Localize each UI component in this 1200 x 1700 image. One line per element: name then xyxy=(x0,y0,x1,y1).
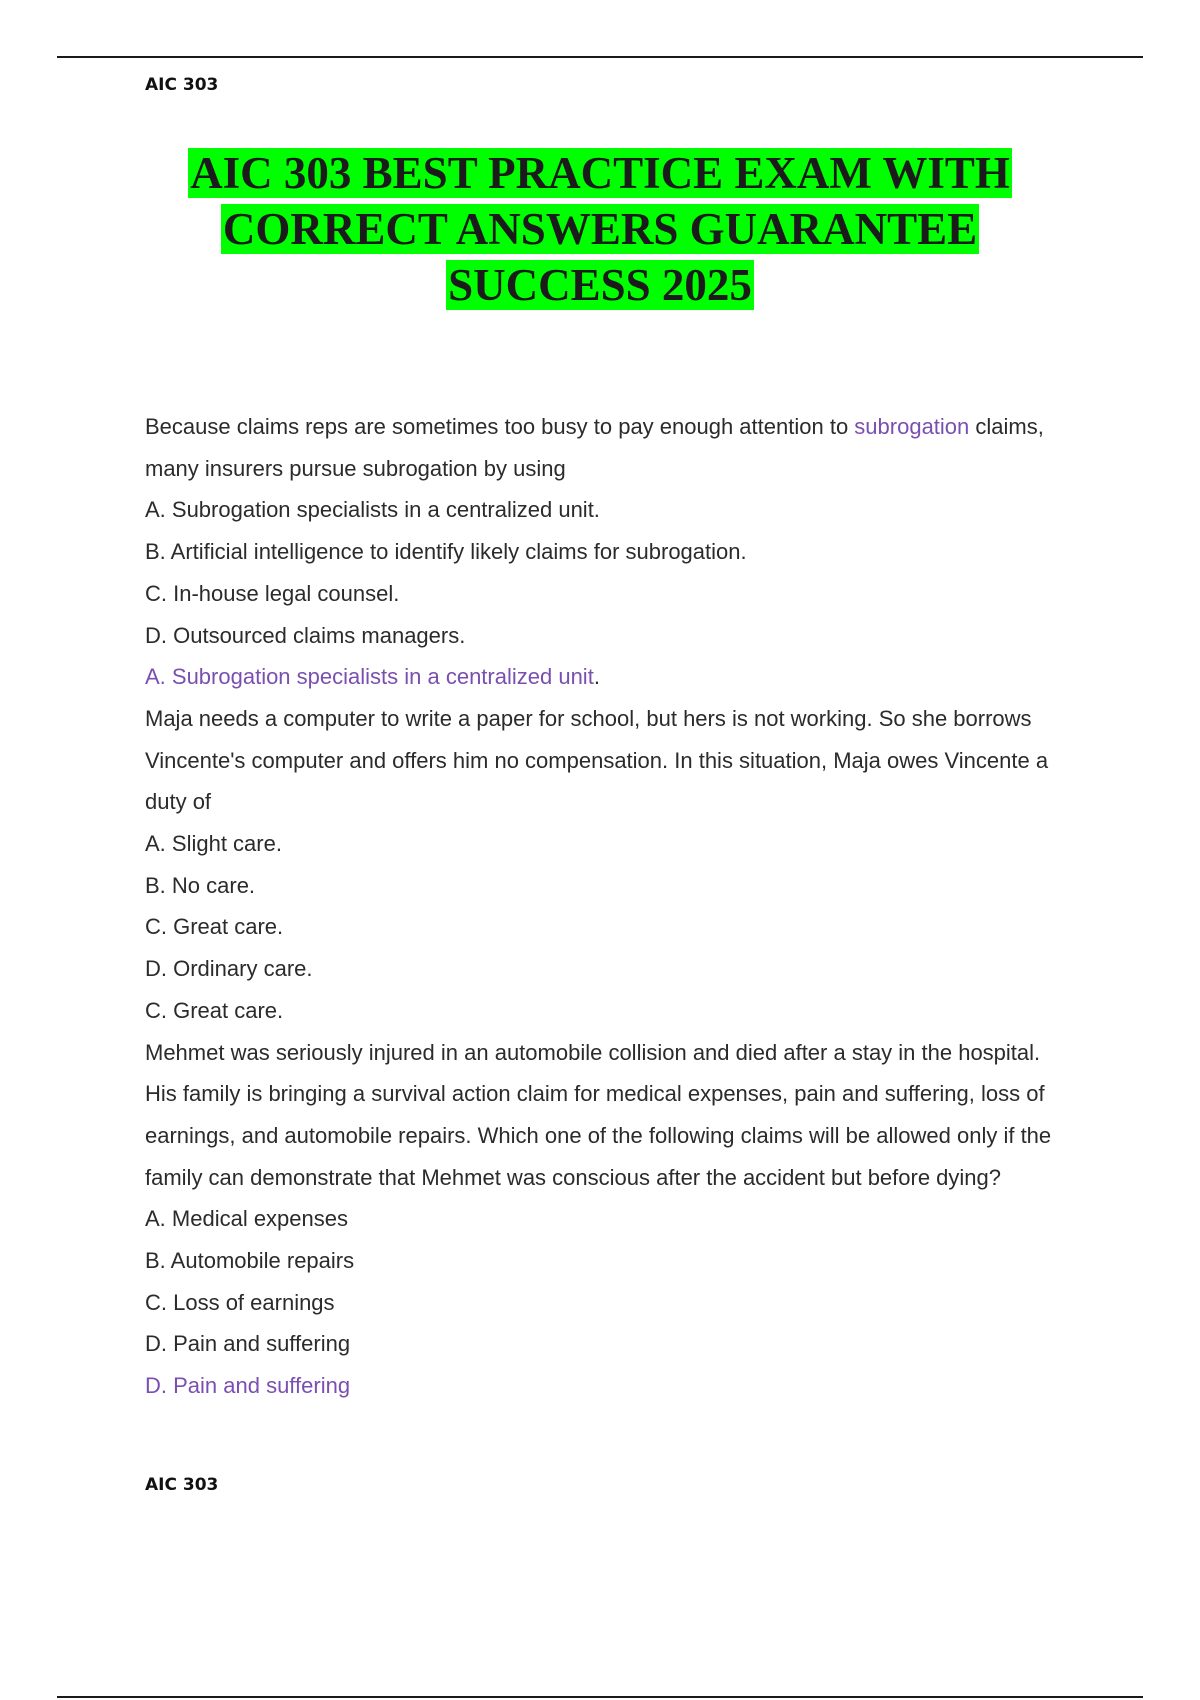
question-1-answer xyxy=(145,656,1075,698)
question-1-answer-text: A. Subrogation specialists in a centralized unit xyxy=(145,664,594,690)
question-2-option-b: B. No care. xyxy=(145,872,256,898)
question-2-answer: C. Great care. xyxy=(145,997,284,1023)
question-1-option-c: C. In-house legal counsel. xyxy=(145,580,400,606)
question-1-stem xyxy=(145,406,1075,489)
exam-content xyxy=(145,406,1075,1407)
document-title xyxy=(100,145,1100,313)
question-1-stem-text: Because claims reps are sometimes too busy to pay enough attention to xyxy=(145,414,855,439)
title-line-3: SUCCESS 2025 xyxy=(448,260,752,310)
title-line-2: CORRECT ANSWERS GUARANTEE xyxy=(222,204,978,254)
question-1-stem-text-end: claims, many insurers pursue subrogation by using xyxy=(145,414,1044,481)
question-2-stem: Maja needs a computer to write a paper for school, but hers is not working. So she borrows Vincente's computer and offers him no compensation. In this situation, Maja owes Vincente a duty of xyxy=(145,705,1049,815)
question-2-option-c: C. Great care. xyxy=(145,914,284,940)
question-1-answer-period: . xyxy=(593,664,600,690)
question-2-option-d: D. Ordinary care. xyxy=(145,956,313,982)
title-line-1: AIC 303 BEST PRACTICE EXAM WITH xyxy=(190,148,1010,198)
question-2-option-a: A. Slight care. xyxy=(145,831,282,857)
top-rule xyxy=(57,56,1143,58)
question-3-option-c: C. Loss of earnings xyxy=(145,1289,335,1315)
question-3-answer: D. Pain and suffering xyxy=(145,1373,351,1399)
question-1-option-b: B. Artificial intelligence to identify likely claims for subrogation. xyxy=(145,539,747,565)
question-1-option-d: D. Outsourced claims managers. xyxy=(145,622,466,648)
running-footer: AIC 303 xyxy=(145,1475,219,1495)
question-3-stem: Mehmet was seriously injured in an automobile collision and died after a stay in the hospital. His family is bringing a survival action claim for medical expenses, pain and suffering, loss of earnings, and automobile repairs. Which one of the following claims will be allowed only if the family can demonstrate that Mehmet was conscious after the accident but before dying? xyxy=(145,1039,1052,1190)
question-3-option-d: D. Pain and suffering xyxy=(145,1331,351,1357)
question-3-option-a: A. Medical expenses xyxy=(145,1206,348,1232)
subrogation-link[interactable]: subrogation xyxy=(854,414,970,439)
question-3-option-b: B. Automobile repairs xyxy=(145,1248,355,1274)
question-1-option-a: A. Subrogation specialists in a centralized unit. xyxy=(145,497,600,523)
running-header: AIC 303 xyxy=(145,75,219,95)
bottom-rule xyxy=(57,1696,1143,1698)
